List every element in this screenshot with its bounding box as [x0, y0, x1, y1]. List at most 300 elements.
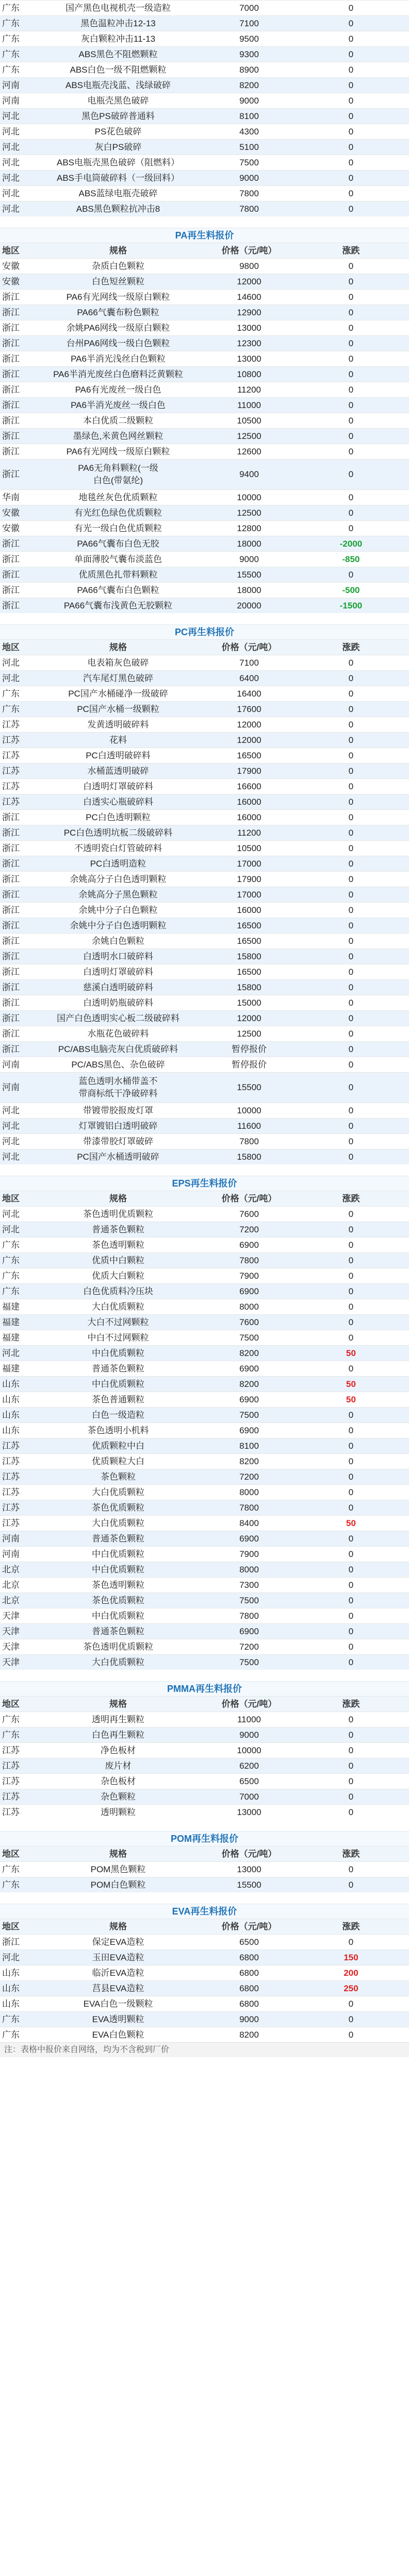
table-row [0, 155, 409, 171]
table-row [0, 78, 409, 93]
cell-change: 0 [293, 1438, 409, 1454]
table-row [0, 1562, 409, 1578]
table-row [0, 444, 409, 460]
header-spec: 规格 [31, 640, 205, 655]
cell-region: 江苏 [0, 779, 31, 794]
table-row [0, 872, 409, 887]
cell-change: 0 [293, 201, 409, 217]
cell-spec: 中白优质颗粒 [31, 1608, 205, 1624]
cell-price: 12300 [205, 336, 293, 351]
cell-region: 浙江 [0, 872, 31, 887]
cell-price: 18000 [205, 536, 293, 552]
cell-price: 15000 [205, 995, 293, 1011]
cell-spec: ABS电瓶壳浅蓝、浅绿破碎 [31, 78, 205, 93]
cell-price: 15800 [205, 949, 293, 964]
table-row [0, 1, 409, 16]
cell-spec: 余姚高分子白色透明颗粒 [31, 872, 205, 887]
cell-region: 河北 [0, 201, 31, 217]
table-row [0, 460, 409, 490]
cell-region: 浙江 [0, 980, 31, 995]
cell-spec: 有光一级白色优质颗粒 [31, 521, 205, 536]
header-price: 价格（元/吨） [205, 1697, 293, 1712]
cell-region: 浙江 [0, 336, 31, 351]
cell-price: 10500 [205, 413, 293, 429]
table-row [0, 1238, 409, 1253]
cell-price: 4300 [205, 124, 293, 140]
cell-region: 河南 [0, 1547, 31, 1562]
cell-spec: 白色优质料冷压块 [31, 1284, 205, 1299]
cell-spec: PC/ABS电脑壳灰白优质破碎料 [31, 1042, 205, 1057]
table-row [0, 1299, 409, 1315]
cell-spec: 灰白颗粒冲击11-13 [31, 31, 205, 47]
cell-spec: POM白色颗粒 [31, 1877, 205, 1893]
cell-region: 北京 [0, 1593, 31, 1608]
cell-spec: 玉田EVA造粒 [31, 1950, 205, 1965]
table-row [0, 1981, 409, 1996]
cell-change: 0 [293, 521, 409, 536]
cell-spec: 中白优质颗粒 [31, 1377, 205, 1392]
cell-price: 15500 [205, 567, 293, 583]
table-row [0, 1346, 409, 1361]
cell-region: 河北 [0, 1103, 31, 1118]
cell-change: 0 [293, 429, 409, 444]
cell-price: 8200 [205, 1377, 293, 1392]
cell-price: 17000 [205, 856, 293, 872]
cell-change: 0 [293, 1268, 409, 1284]
cell-price: 9000 [205, 552, 293, 567]
cell-spec: PC白色透明坑板二级破碎料 [31, 825, 205, 841]
table-header-row [0, 1846, 409, 1862]
cell-change: 50 [293, 1516, 409, 1531]
table-row [0, 259, 409, 274]
cell-region: 江苏 [0, 733, 31, 748]
cell-region: 河南 [0, 93, 31, 109]
cell-spec: 优质大白颗粒 [31, 1268, 205, 1284]
price-table-pom [0, 1846, 409, 1892]
section-gap [0, 1670, 409, 1681]
cell-region: 山东 [0, 1392, 31, 1408]
cell-region: 广东 [0, 1877, 31, 1893]
table-row [0, 583, 409, 598]
cell-region: 浙江 [0, 429, 31, 444]
table-row [0, 413, 409, 429]
table-row [0, 274, 409, 290]
cell-change: -2000 [293, 536, 409, 552]
cell-price: 6400 [205, 671, 293, 686]
table-row [0, 964, 409, 980]
cell-spec: 普通茶色颗粒 [31, 1531, 205, 1547]
header-change: 涨跌 [293, 640, 409, 655]
cell-spec: 茶色优质颗粒 [31, 1500, 205, 1516]
cell-region: 河北 [0, 1118, 31, 1134]
cell-spec: 临沂EVA造粒 [31, 1965, 205, 1981]
cell-region: 浙江 [0, 841, 31, 856]
section-gap [0, 1164, 409, 1176]
cell-change: 0 [293, 903, 409, 918]
cell-change: 0 [293, 1547, 409, 1562]
header-region: 地区 [0, 1919, 31, 1935]
cell-spec: PC/ABS黑色、杂色破碎 [31, 1057, 205, 1073]
cell-spec: 茶色颗粒 [31, 1469, 205, 1485]
cell-price: 6800 [205, 1965, 293, 1981]
cell-price: 9000 [205, 2012, 293, 2027]
cell-change: 0 [293, 320, 409, 336]
cell-change: 0 [293, 733, 409, 748]
cell-price: 8400 [205, 1516, 293, 1531]
header-change: 涨跌 [293, 1919, 409, 1935]
table-row [0, 1935, 409, 1950]
cell-region: 北京 [0, 1562, 31, 1578]
cell-price: 12000 [205, 733, 293, 748]
cell-change: 0 [293, 825, 409, 841]
section-gap [0, 216, 409, 228]
cell-spec: 余姚PA6网线一级原白颗粒 [31, 320, 205, 336]
cell-spec: 带漆带胶灯罩破碎 [31, 1134, 205, 1149]
table-row [0, 2027, 409, 2043]
table-row [0, 1485, 409, 1500]
table-row [0, 398, 409, 413]
cell-price: 7200 [205, 1222, 293, 1238]
cell-price: 7000 [205, 1789, 293, 1805]
cell-region: 山东 [0, 1377, 31, 1392]
cell-price: 11200 [205, 825, 293, 841]
cell-change: 0 [293, 1469, 409, 1485]
cell-region: 安徽 [0, 505, 31, 521]
cell-spec: 优质颗粒大白 [31, 1454, 205, 1469]
table-header-row [0, 1697, 409, 1712]
cell-region: 河北 [0, 1149, 31, 1165]
cell-spec: 中白不过网颗粒 [31, 1330, 205, 1346]
cell-price: 9800 [205, 259, 293, 274]
cell-region: 浙江 [0, 1011, 31, 1026]
cell-spec: 莒县EVA造粒 [31, 1981, 205, 1996]
cell-price: 9000 [205, 93, 293, 109]
cell-region: 河北 [0, 1134, 31, 1149]
cell-spec: 余姚中分子白色透明颗粒 [31, 918, 205, 934]
cell-region: 福建 [0, 1315, 31, 1330]
table-row [0, 748, 409, 764]
cell-region: 广东 [0, 16, 31, 31]
table-row [0, 2012, 409, 2027]
cell-price: 6900 [205, 1392, 293, 1408]
cell-change: 0 [293, 336, 409, 351]
cell-price: 7500 [205, 1593, 293, 1608]
cell-price: 7200 [205, 1469, 293, 1485]
header-spec: 规格 [31, 1919, 205, 1935]
cell-spec: 透明再生颗粒 [31, 1712, 205, 1727]
cell-price: 7500 [205, 155, 293, 171]
table-row [0, 367, 409, 382]
cell-price: 6900 [205, 1361, 293, 1377]
header-region: 地区 [0, 640, 31, 655]
cell-spec: 茶色透明优质颗粒 [31, 1639, 205, 1655]
cell-region: 北京 [0, 1578, 31, 1593]
cell-region: 浙江 [0, 964, 31, 980]
table-row [0, 1547, 409, 1562]
cell-spec: PA66气囊布白色颗粒 [31, 583, 205, 598]
cell-change: 0 [293, 1805, 409, 1820]
cell-spec: PA66气囊布粉色颗粒 [31, 305, 205, 320]
header-change: 涨跌 [293, 1697, 409, 1712]
cell-price: 6500 [205, 1774, 293, 1789]
table-row [0, 1774, 409, 1789]
cell-change: 0 [293, 810, 409, 825]
cell-spec: EVA透明颗粒 [31, 2012, 205, 2027]
cell-change: 0 [293, 856, 409, 872]
cell-price: 7500 [205, 1408, 293, 1423]
cell-price: 9000 [205, 171, 293, 186]
cell-change: 0 [293, 1485, 409, 1500]
cell-change: 0 [293, 382, 409, 398]
cell-region: 天津 [0, 1624, 31, 1639]
table-row [0, 1469, 409, 1485]
cell-price: 16400 [205, 686, 293, 702]
cell-price: 8100 [205, 1438, 293, 1454]
section-title-pa: PA再生料报价 [0, 228, 409, 243]
cell-spec: 茶色透明颗粒 [31, 1578, 205, 1593]
table-row [0, 1073, 409, 1103]
header-price: 价格（元/吨） [205, 1191, 293, 1207]
cell-spec: PC国产水桶一级颗粒 [31, 702, 205, 717]
table-row [0, 1361, 409, 1377]
cell-change: 0 [293, 1299, 409, 1315]
cell-change: 0 [293, 16, 409, 31]
table-row [0, 1438, 409, 1454]
cell-change: 0 [293, 918, 409, 934]
table-row [0, 1207, 409, 1222]
cell-price: 15500 [205, 1877, 293, 1893]
cell-price: 12500 [205, 1026, 293, 1042]
cell-region: 安徽 [0, 274, 31, 290]
cell-price: 13000 [205, 351, 293, 367]
cell-spec: 台州PA6网线一级白色颗粒 [31, 336, 205, 351]
table-row [0, 31, 409, 47]
cell-price: 12000 [205, 1011, 293, 1026]
cell-change: 0 [293, 1118, 409, 1134]
cell-spec: ABS电瓶壳黑色破碎（阻燃料） [31, 155, 205, 171]
cell-change: 0 [293, 1042, 409, 1057]
cell-region: 天津 [0, 1608, 31, 1624]
cell-region: 江苏 [0, 1789, 31, 1805]
cell-change: 0 [293, 1361, 409, 1377]
cell-change: 0 [293, 1408, 409, 1423]
cell-change: -500 [293, 583, 409, 598]
table-row [0, 856, 409, 872]
cell-spec: ABS黑色颗粒抗冲击8 [31, 201, 205, 217]
cell-spec: 余姚高分子黑色颗粒 [31, 887, 205, 903]
table-row [0, 995, 409, 1011]
cell-price: 13000 [205, 1862, 293, 1877]
cell-spec: 白透实心瓶破碎料 [31, 794, 205, 810]
cell-region: 浙江 [0, 320, 31, 336]
table-row [0, 934, 409, 949]
cell-change: 0 [293, 186, 409, 201]
cell-change: 0 [293, 274, 409, 290]
cell-spec: 普通茶色颗粒 [31, 1361, 205, 1377]
section-title-eva: EVA再生料报价 [0, 1904, 409, 1919]
cell-spec: 墨绿色,米黄色网丝颗粒 [31, 429, 205, 444]
cell-spec: EVA白色一级颗粒 [31, 1996, 205, 2012]
cell-change: 0 [293, 794, 409, 810]
cell-spec: 杂色板材 [31, 1774, 205, 1789]
table-row [0, 1950, 409, 1965]
cell-change: 0 [293, 1935, 409, 1950]
cell-spec: PA66气囊布白色无胶 [31, 536, 205, 552]
cell-region: 广东 [0, 2012, 31, 2027]
cell-region: 浙江 [0, 810, 31, 825]
cell-price: 7500 [205, 1655, 293, 1670]
cell-change: 0 [293, 1057, 409, 1073]
cell-spec: 净色板材 [31, 1743, 205, 1758]
cell-region: 江苏 [0, 1454, 31, 1469]
cell-price: 10000 [205, 1743, 293, 1758]
cell-price: 暂停报价 [205, 1042, 293, 1057]
cell-spec: PA6有光废丝一级白色 [31, 382, 205, 398]
cell-region: 江苏 [0, 794, 31, 810]
table-row [0, 1593, 409, 1608]
cell-change: -850 [293, 552, 409, 567]
table-row [0, 1655, 409, 1670]
cell-region: 浙江 [0, 413, 31, 429]
table-row [0, 1500, 409, 1516]
cell-change: 50 [293, 1346, 409, 1361]
cell-change: 0 [293, 764, 409, 779]
table-row [0, 1578, 409, 1593]
price-table-eps [0, 1191, 409, 1670]
cell-spec: 蓝色透明水桶带盖不带商标纸干净破碎料 [31, 1073, 205, 1103]
cell-spec: ABS蓝绿电瓶壳破碎 [31, 186, 205, 201]
cell-region: 浙江 [0, 903, 31, 918]
header-change: 涨跌 [293, 243, 409, 259]
table-row [0, 655, 409, 671]
cell-spec: 茶色普通颗粒 [31, 1392, 205, 1408]
cell-spec: 中白优质颗粒 [31, 1547, 205, 1562]
cell-price: 7300 [205, 1578, 293, 1593]
table-row [0, 201, 409, 217]
cell-change: 0 [293, 490, 409, 505]
price-table-abs [0, 0, 409, 216]
cell-change: 0 [293, 949, 409, 964]
cell-region: 广东 [0, 2027, 31, 2043]
cell-price: 9400 [205, 460, 293, 490]
table-row [0, 1743, 409, 1758]
cell-region: 浙江 [0, 460, 31, 490]
table-row [0, 109, 409, 124]
cell-change: 0 [293, 62, 409, 78]
cell-change: 0 [293, 290, 409, 305]
cell-change: 150 [293, 1950, 409, 1965]
table-row [0, 1222, 409, 1238]
cell-change: 0 [293, 460, 409, 490]
cell-region: 安徽 [0, 259, 31, 274]
cell-change: 0 [293, 1758, 409, 1774]
cell-change: 200 [293, 1965, 409, 1981]
cell-price: 12600 [205, 444, 293, 460]
cell-change: 0 [293, 964, 409, 980]
table-row [0, 1965, 409, 1981]
cell-change: 0 [293, 1578, 409, 1593]
cell-change: 0 [293, 1608, 409, 1624]
cell-spec: ABS白色一级不阻燃颗粒 [31, 62, 205, 78]
cell-spec: 优质颗粒中白 [31, 1438, 205, 1454]
cell-region: 河北 [0, 1207, 31, 1222]
cell-region: 河南 [0, 78, 31, 93]
cell-price: 6900 [205, 1284, 293, 1299]
cell-region: 华南 [0, 490, 31, 505]
cell-spec: PA6半消光浅丝白色颗粒 [31, 351, 205, 367]
cell-price: 6800 [205, 1950, 293, 1965]
cell-region: 广东 [0, 1238, 31, 1253]
cell-price: 11000 [205, 398, 293, 413]
cell-price: 9500 [205, 31, 293, 47]
table-row [0, 1042, 409, 1057]
table-row [0, 794, 409, 810]
cell-price: 15800 [205, 980, 293, 995]
cell-change: 0 [293, 1207, 409, 1222]
header-region: 地区 [0, 1697, 31, 1712]
cell-change: 0 [293, 779, 409, 794]
table-row [0, 521, 409, 536]
cell-price: 12500 [205, 429, 293, 444]
header-region: 地区 [0, 1191, 31, 1207]
table-row [0, 702, 409, 717]
header-region: 地区 [0, 243, 31, 259]
cell-change: 0 [293, 140, 409, 155]
cell-region: 浙江 [0, 598, 31, 614]
cell-spec: POM黑色颗粒 [31, 1862, 205, 1877]
table-row [0, 1134, 409, 1149]
table-row [0, 490, 409, 505]
section-title-eps: EPS再生料报价 [0, 1176, 409, 1191]
cell-price: 12500 [205, 505, 293, 521]
cell-region: 河北 [0, 655, 31, 671]
cell-region: 浙江 [0, 367, 31, 382]
table-row [0, 1758, 409, 1774]
cell-spec: 本白优质二级颗粒 [31, 413, 205, 429]
cell-region: 河北 [0, 171, 31, 186]
cell-change: 0 [293, 444, 409, 460]
cell-change: 0 [293, 1774, 409, 1789]
cell-price: 暂停报价 [205, 1057, 293, 1073]
table-row [0, 1026, 409, 1042]
cell-change: 0 [293, 1134, 409, 1149]
table-row [0, 841, 409, 856]
cell-spec: 白透明奶瓶破碎料 [31, 995, 205, 1011]
cell-price: 8200 [205, 1454, 293, 1469]
cell-spec: 中白优质颗粒 [31, 1562, 205, 1578]
cell-region: 河北 [0, 155, 31, 171]
table-row [0, 1284, 409, 1299]
cell-change: 0 [293, 1877, 409, 1893]
cell-region: 江苏 [0, 1500, 31, 1516]
cell-region: 广东 [0, 1712, 31, 1727]
cell-price: 6900 [205, 1423, 293, 1438]
cell-region: 山东 [0, 1965, 31, 1981]
cell-price: 6900 [205, 1238, 293, 1253]
cell-price: 6900 [205, 1624, 293, 1639]
cell-spec: PS花色破碎 [31, 124, 205, 140]
cell-change: 0 [293, 78, 409, 93]
cell-change: 0 [293, 686, 409, 702]
footer-note: 注：表格中报价来自网络，均为不含税到厂价 [0, 2042, 409, 2057]
cell-region: 江苏 [0, 717, 31, 733]
cell-price: 10000 [205, 490, 293, 505]
cell-change: 0 [293, 1531, 409, 1547]
header-spec: 规格 [31, 243, 205, 259]
cell-spec: 灯罩镀铝白透明破碎 [31, 1118, 205, 1134]
cell-change: 0 [293, 2012, 409, 2027]
cell-price: 8100 [205, 109, 293, 124]
